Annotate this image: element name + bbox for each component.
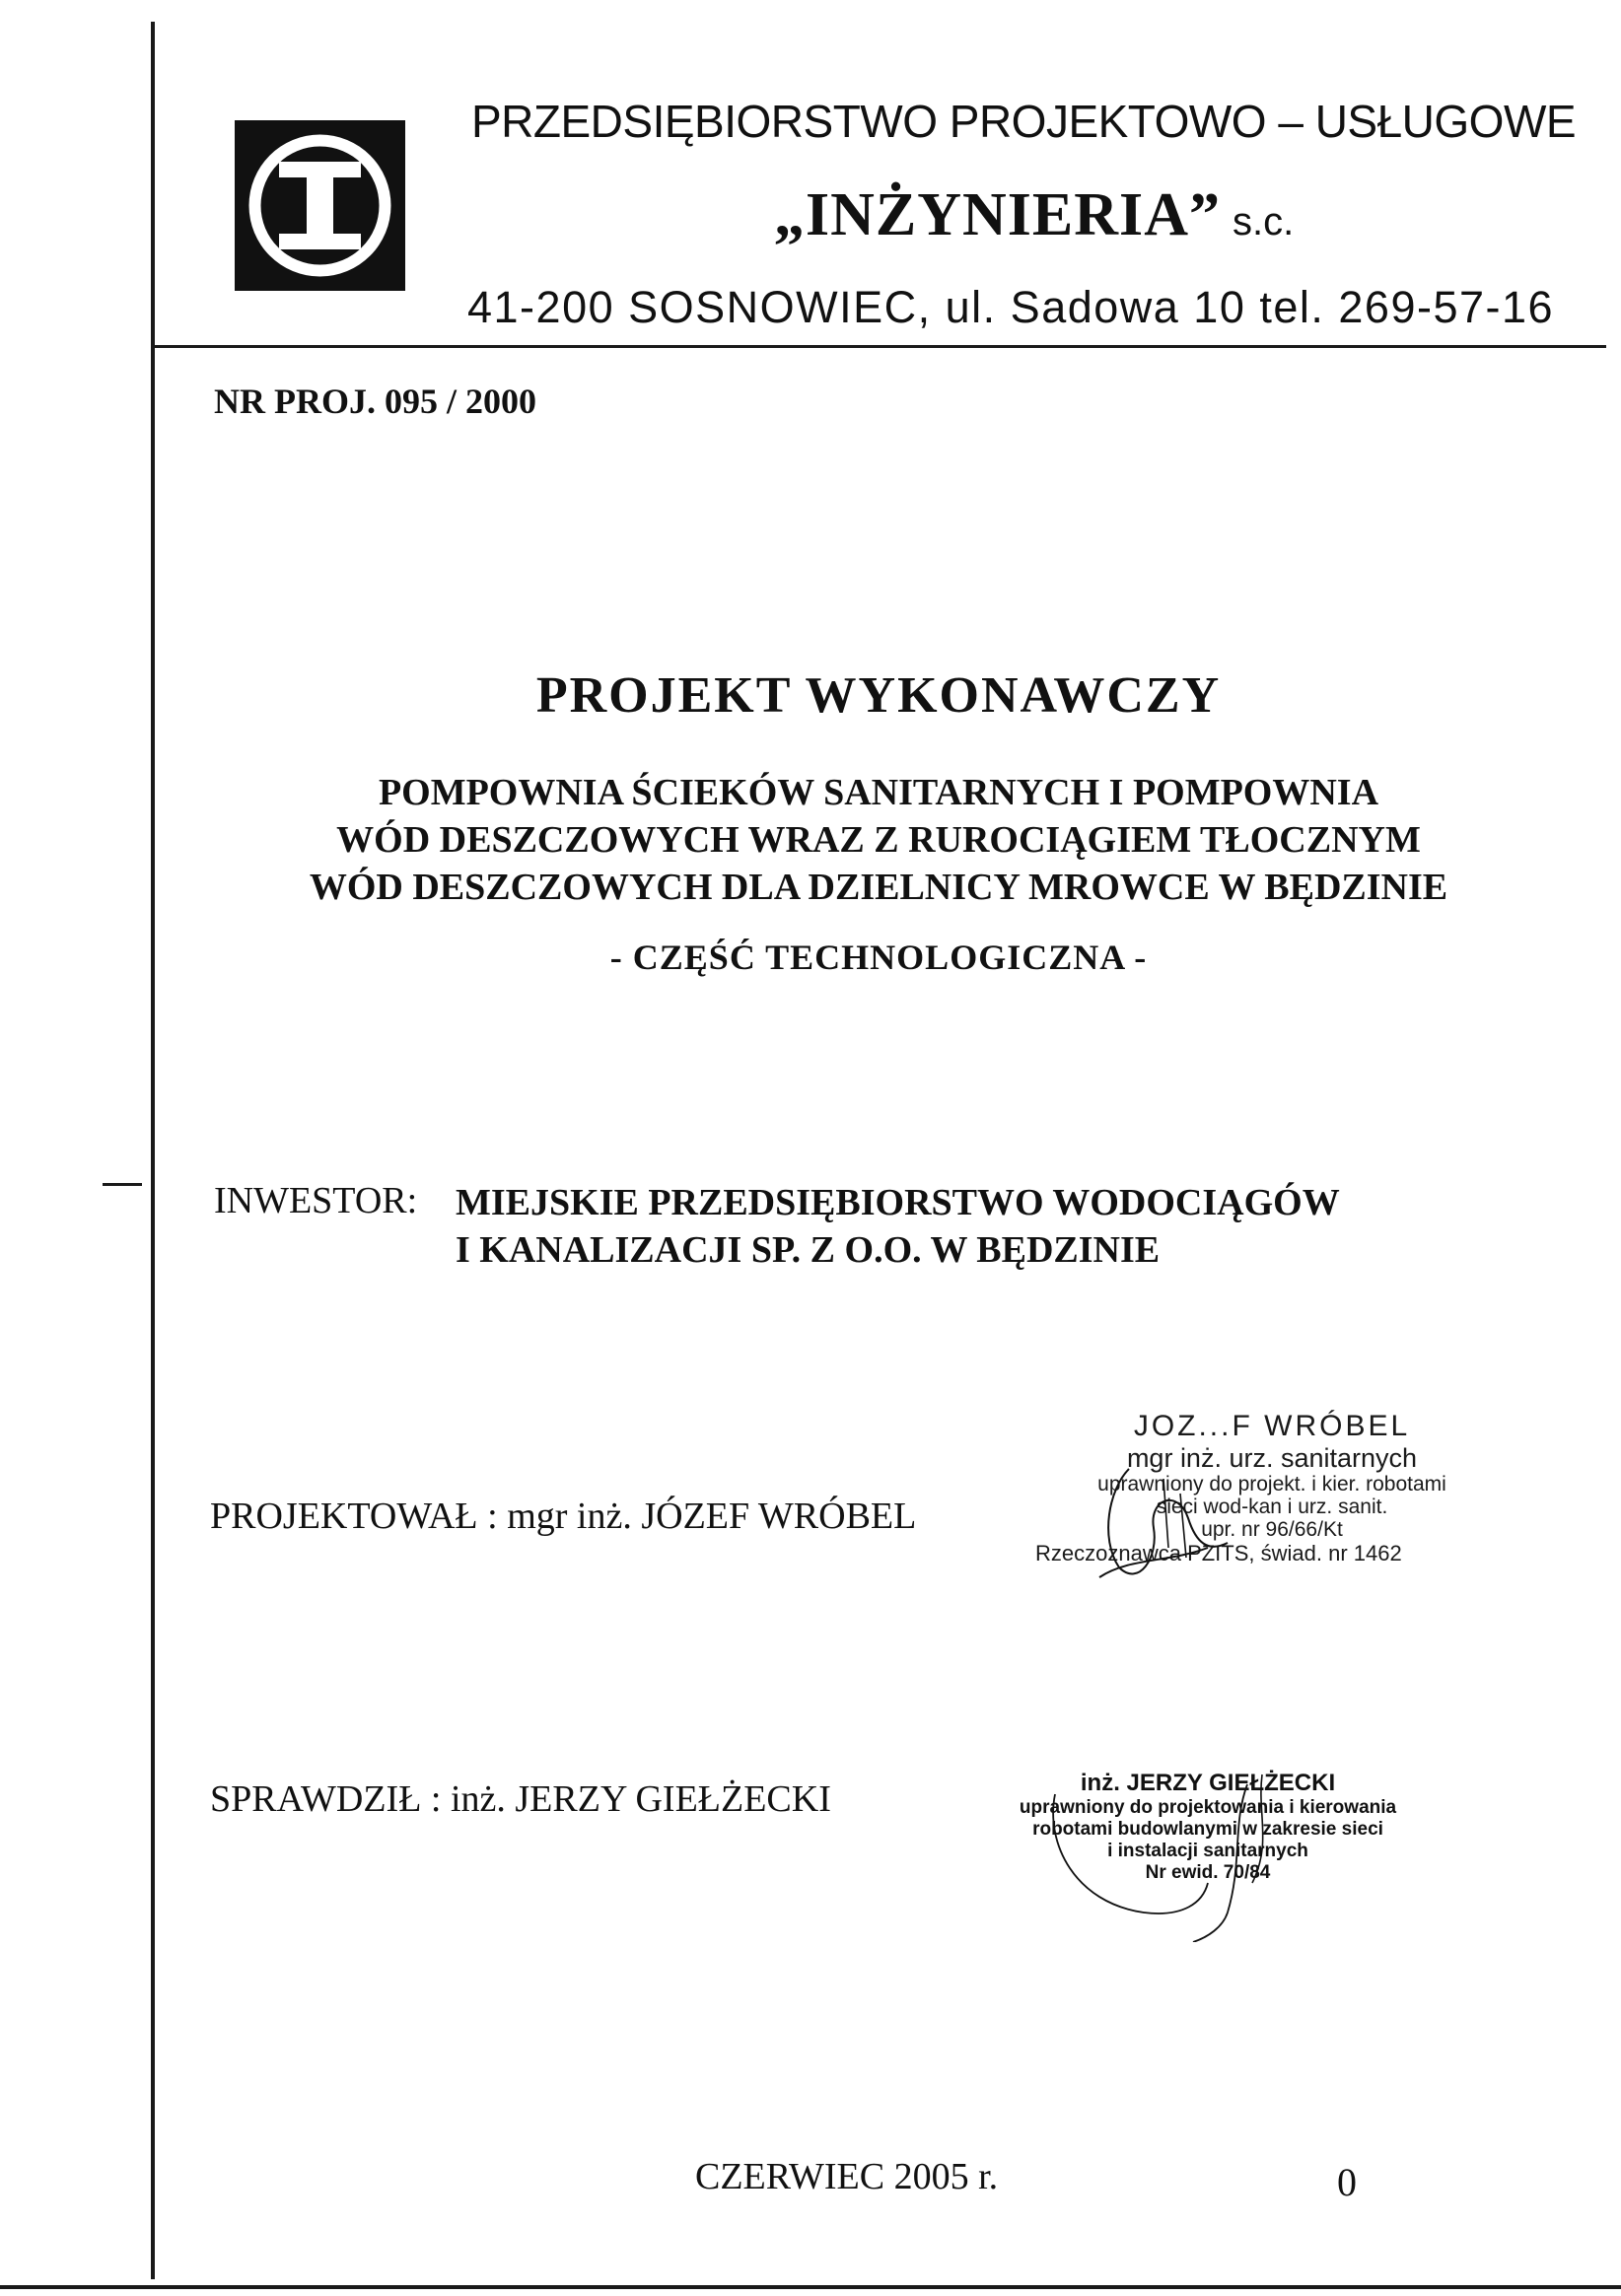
page-bottom-edge bbox=[0, 2285, 1621, 2289]
subject-line: POMPOWNIA ŚCIEKÓW SANITARNYCH I POMPOWNIA bbox=[378, 772, 1379, 813]
designer-stamp-title: mgr inż. urz. sanitarnych bbox=[1126, 1443, 1418, 1473]
company-type: PRZEDSIĘBIORSTWO PROJEKTOWO – USŁUGOWE bbox=[471, 96, 1577, 147]
checker-line: SPRAWDZIŁ : inż. JERZY GIEŁŻECKI bbox=[210, 1778, 831, 1820]
page-mark: 0 bbox=[1337, 2160, 1357, 2204]
checker-stamp-line: i instalacji sanitarnych bbox=[1107, 1841, 1308, 1861]
header-divider bbox=[151, 345, 1606, 348]
investor-name-line: MIEJSKIE PRZEDSIĘBIORSTWO WODOCIĄGÓW bbox=[456, 1182, 1340, 1223]
designer-stamp-line: upr. nr 96/66/Kt bbox=[1201, 1518, 1343, 1541]
designer-stamp-name: JOZ...F WRÓBEL bbox=[1133, 1410, 1411, 1442]
checker-stamp-line: uprawniony do projektowania i kierowania bbox=[1019, 1797, 1397, 1818]
checker-stamp-line: Nr ewid. 70/84 bbox=[1145, 1862, 1271, 1883]
designer-stamp-line: uprawniony do projekt. i kier. robotami bbox=[1097, 1473, 1446, 1496]
designer-signature-icon bbox=[1070, 1449, 1257, 1597]
designer-stamp-line: Rzeczoznawca PZITS, świad. nr 1462 bbox=[1035, 1541, 1402, 1565]
document-part: - CZĘŚĆ TECHNOLOGICZNA - bbox=[609, 938, 1148, 977]
checker-stamp-line: robotami budowlanymi w zakresie sieci bbox=[1032, 1819, 1383, 1840]
checker-stamp-name: inż. JERZY GIEŁŻECKI bbox=[1080, 1770, 1336, 1796]
binding-margin-line bbox=[151, 22, 155, 2279]
company-legal-form: s.c. bbox=[1232, 200, 1295, 244]
subject-line: WÓD DESZCZOWYCH DLA DZIELNICY MROWCE W BĘDZINIE bbox=[309, 867, 1448, 908]
checker-signature-icon bbox=[1035, 1765, 1390, 1942]
investor-name bbox=[456, 1179, 1340, 1274]
investor-label: INWESTOR: bbox=[214, 1180, 418, 1221]
company-address: 41-200 SOSNOWIEC, ul. Sadowa 10 tel. 269-57-16 bbox=[467, 282, 1555, 332]
project-number: NR PROJ. 095 / 2000 bbox=[214, 382, 536, 421]
designer-line: PROJEKTOWAŁ : mgr inż. JÓZEF WRÓBEL bbox=[210, 1496, 917, 1537]
project-subject bbox=[151, 769, 1606, 911]
subject-line: WÓD DESZCZOWYCH WRAZ Z RUROCIĄGIEM TŁOCZNYM bbox=[336, 819, 1421, 861]
company-name: „INŻYNIERIA” bbox=[774, 181, 1221, 248]
document-date: CZERWIEC 2005 r. bbox=[695, 2156, 999, 2197]
margin-tick-mark bbox=[103, 1183, 142, 1186]
designer-stamp-line: sieci wod-kan i urz. sanit. bbox=[1156, 1496, 1388, 1518]
company-name-line bbox=[774, 180, 1294, 250]
document-title: PROJEKT WYKONAWCZY bbox=[535, 667, 1222, 724]
investor-name-line: I KANALIZACJI SP. Z O.O. W BĘDZINIE bbox=[456, 1229, 1161, 1271]
company-logo-icon bbox=[235, 120, 405, 291]
